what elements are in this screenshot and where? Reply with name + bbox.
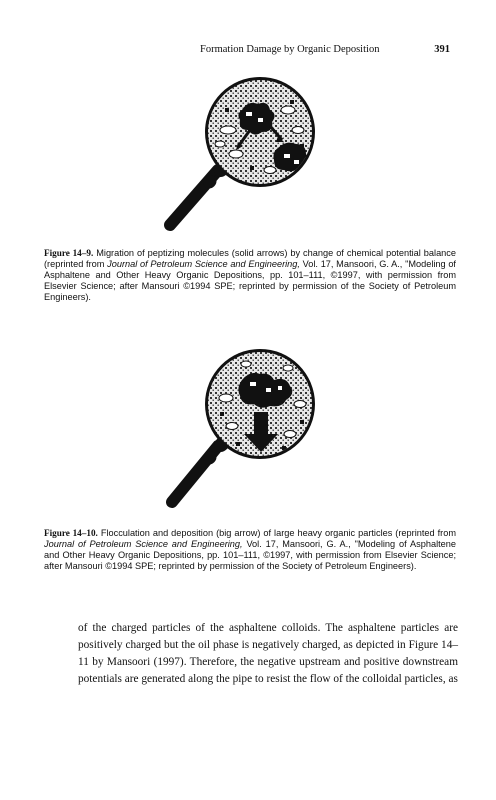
body-paragraph bbox=[78, 620, 458, 688]
caption-text: Vol. 17, Mansoori, G. A., "Modeling of Asphaltene and Other Heavy Organic Depositions, pp. 101–111, ©1997, with permission from Elsevier Science; after Mansouri ©1994 SPE; reprinted by permission of the Society of Petroleum Engineers). bbox=[44, 259, 456, 303]
figure-14-10-caption bbox=[44, 528, 456, 572]
caption-text: Vol. 17, Mansoori, G. A., "Modeling of Asphaltene and Other Heavy Organic Depositions, pp. 101–111, ©1997, with permission from Elsevier Science; after Mansouri ©1994 SPE; reprinted by permission of the Society of Petroleum Engineers). bbox=[44, 539, 456, 572]
magnifier-illustration bbox=[150, 70, 350, 240]
caption-text: Migration of peptizing molecules (solid arrows) by change of chemical potential balance (reprinted from bbox=[44, 248, 456, 270]
figure-14-10-illustration bbox=[150, 342, 350, 518]
journal-title: Journal of Petroleum Science and Engineering, bbox=[44, 539, 243, 550]
magnifier-illustration bbox=[150, 342, 350, 518]
journal-title: Journal of Petroleum Science and Engineering, bbox=[107, 259, 300, 270]
caption-text: Flocculation and deposition (big arrow) of large heavy organic particles (reprinted from bbox=[97, 528, 456, 539]
page-number: 391 bbox=[434, 44, 450, 55]
figure-14-9-caption bbox=[44, 248, 456, 303]
running-header bbox=[200, 44, 450, 58]
figure-label: Figure 14–9. bbox=[44, 248, 94, 259]
figure-label: Figure 14–10. bbox=[44, 528, 98, 539]
figure-14-9-illustration bbox=[150, 70, 350, 240]
running-title: Formation Damage by Organic Deposition bbox=[200, 44, 380, 55]
paragraph-text: of the charged particles of the asphaltene colloids. The asphaltene particles are positively charged but the oil phase is negatively charged, as depicted in Figure 14–11 by Mansoori (1997). Therefore, the negative upstream and positive downstream potentials are generated along the pipe to resist the flow of the colloidal particles, as bbox=[78, 622, 458, 685]
